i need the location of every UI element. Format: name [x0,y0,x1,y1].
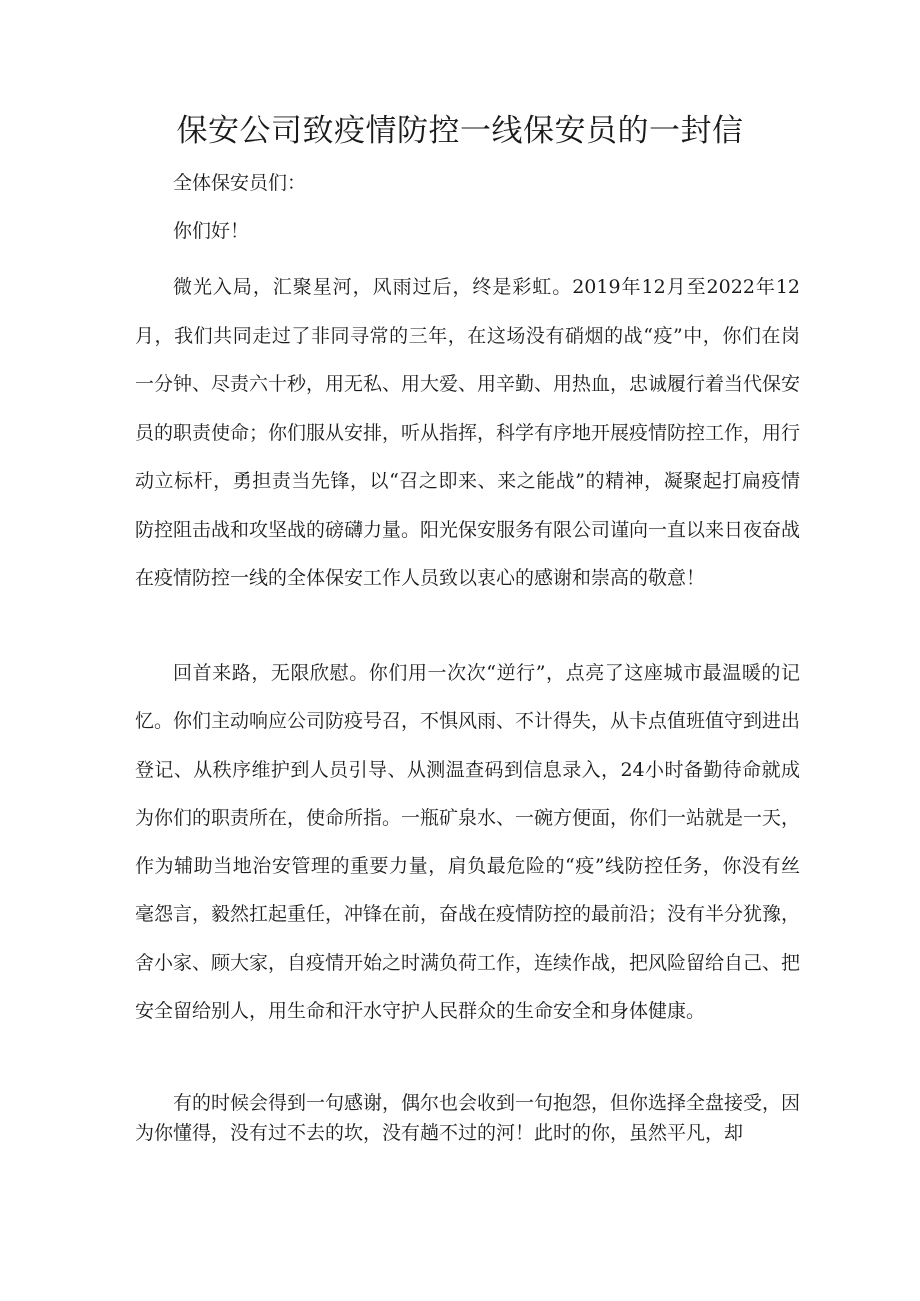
greeting: 你们好！ [173,220,250,242]
paragraph-2: 回首来路，无限欣慰。你们用一次次“逆行”，点亮了这座城市最温暖的记忆。你们主动响应公司防疫号召，不惧风雨、不计得失，从卡点值班值守到进出登记、从秩序维护到人员引导、从测温查码到信息录入，24小时备勤待命就成为你们的职责所在，使命所指。一瓶矿泉水、一碗方便面，你们一站就是一天，作为辅助当地治安管理的重要力量，肩负最危险的“疫”线防控任务，你没有丝毫怨言，毅然扛起重任，冲锋在前，奋战在疫情防控的最前沿；没有半分犹豫，舍小家、顾大家，自疫情开始之时满负荷工作，连续作战，把风险留给自己、把安全留给别人，用生命和汗水守护人民群众的生命安全和身体健康。 [135,662,801,1023]
document-title: 保安公司致疫情防控一线保安员的一封信 [176,113,744,149]
paragraph-3: 有的时候会得到一句感谢，偶尔也会收到一句抱怨，但你选择全盘接受，因为你懂得，没有过不去的坎，没有趟不过的河！此时的你，虽然平凡，却 [135,1092,801,1144]
salutation: 全体保安员们： [173,172,307,194]
paragraph-1: 微光入局，汇聚星河，风雨过后，终是彩虹。2019年12月至2022年12月，我们共同走过了非同寻常的三年，在这场没有硝烟的战“疫”中，你们在岗一分钟、尽责六十秒，用无私、用大爱、用辛勤、用热血，忠诚履行着当代保安员的职责使命；你们服从安排，听从指挥，科学有序地开展疫情防控工作，用行动立标杆，勇担责当先锋，以“召之即来、来之能战”的精神，凝聚起打扁疫情防控阻击战和攻坚战的磅礴力量。阳光保安服务有限公司谨向一直以来日夜奋战在疫情防控一线的全体保安工作人员致以衷心的感谢和崇高的敬意！ [135,276,801,589]
